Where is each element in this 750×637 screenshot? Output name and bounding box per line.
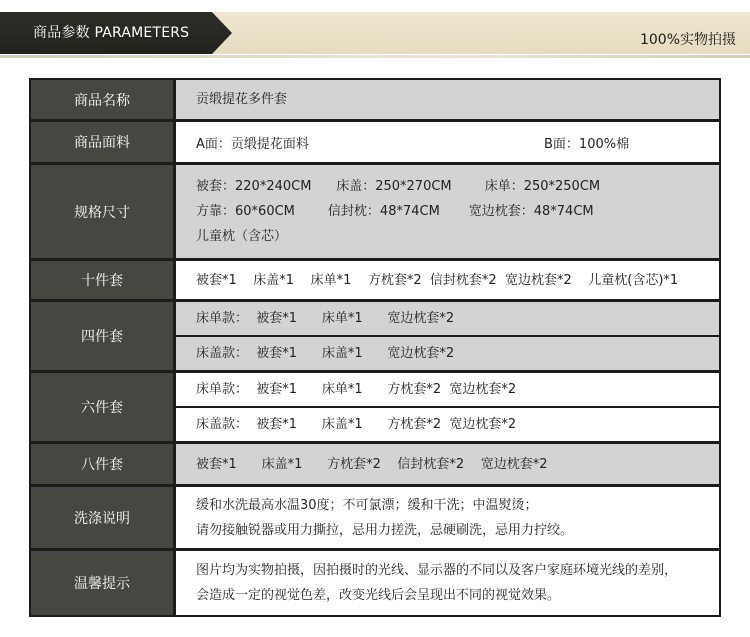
row-six-piece <box>31 373 719 444</box>
header-photo-note: 100%实物拍摄 <box>639 32 736 48</box>
eight-piece-value: 被套*1 床盖*1 方枕套*2 信封枕套*2 宽边枕套*2 <box>196 456 548 472</box>
row-tips <box>31 551 719 615</box>
size-line: 方靠：60*60CM 信封枕：48*74CM 宽边枕套：48*74CM <box>196 204 594 219</box>
tips-line: 图片均为实物拍摄，因拍摄时的光线、显示器的不同以及客户家庭环境光线的差别， <box>196 563 678 578</box>
washing-line: 请勿接触锐器或用力撕拉，忌用力搓洗，忌硬刷洗，忌用力拧绞。 <box>196 522 574 538</box>
row-washing <box>31 487 719 551</box>
row-label: 商品面料 <box>31 122 176 162</box>
row-product-name <box>31 80 719 122</box>
row-label: 四件套 <box>31 302 176 370</box>
row-size <box>31 165 719 261</box>
header-title: 商品参数 PARAMETERS <box>33 25 190 41</box>
row-four-piece <box>31 302 719 373</box>
four-piece-option: 床盖款： 被套*1 床盖*1 宽边枕套*2 <box>196 345 455 361</box>
row-eight-piece <box>31 444 719 487</box>
tips-line: 会造成一定的视觉色差，改变光线后会呈现出不同的视觉效果。 <box>196 588 561 603</box>
row-label: 十件套 <box>31 261 176 299</box>
row-label: 规格尺寸 <box>31 165 176 258</box>
size-line: 儿童枕（含芯） <box>196 229 288 244</box>
ten-piece-value: 被套*1 床盖*1 床单*1 方枕套*2 信封枕套*2 宽边枕套*2 儿童枕(含芯)*1 <box>196 272 679 288</box>
washing-line: 缓和水洗最高水温30度；不可氯漂；缓和干洗；中温熨烫； <box>196 497 538 513</box>
six-piece-option: 床单款： 被套*1 床单*1 方枕套*2 宽边枕套*2 <box>196 381 517 397</box>
row-ten-piece <box>31 261 719 302</box>
six-piece-option: 床盖款： 被套*1 床盖*1 方枕套*2 宽边枕套*2 <box>196 416 517 432</box>
fabric-side-b: B面：100%棉 <box>544 136 630 152</box>
row-label: 洗涤说明 <box>31 487 176 548</box>
product-name-value: 贡缎提花多件套 <box>196 92 288 107</box>
row-label: 八件套 <box>31 444 176 484</box>
parameters-header <box>0 0 750 62</box>
row-fabric <box>31 122 719 165</box>
row-label: 温馨提示 <box>31 551 176 615</box>
row-label: 六件套 <box>31 373 176 441</box>
four-piece-option: 床单款： 被套*1 床单*1 宽边枕套*2 <box>196 310 455 326</box>
size-line: 被套：220*240CM 床盖：250*270CM 床单：250*250CM <box>196 179 601 194</box>
fabric-side-a: A面：贡缎提花面料 <box>196 136 309 152</box>
parameters-table <box>29 78 721 617</box>
row-label: 商品名称 <box>31 80 176 119</box>
